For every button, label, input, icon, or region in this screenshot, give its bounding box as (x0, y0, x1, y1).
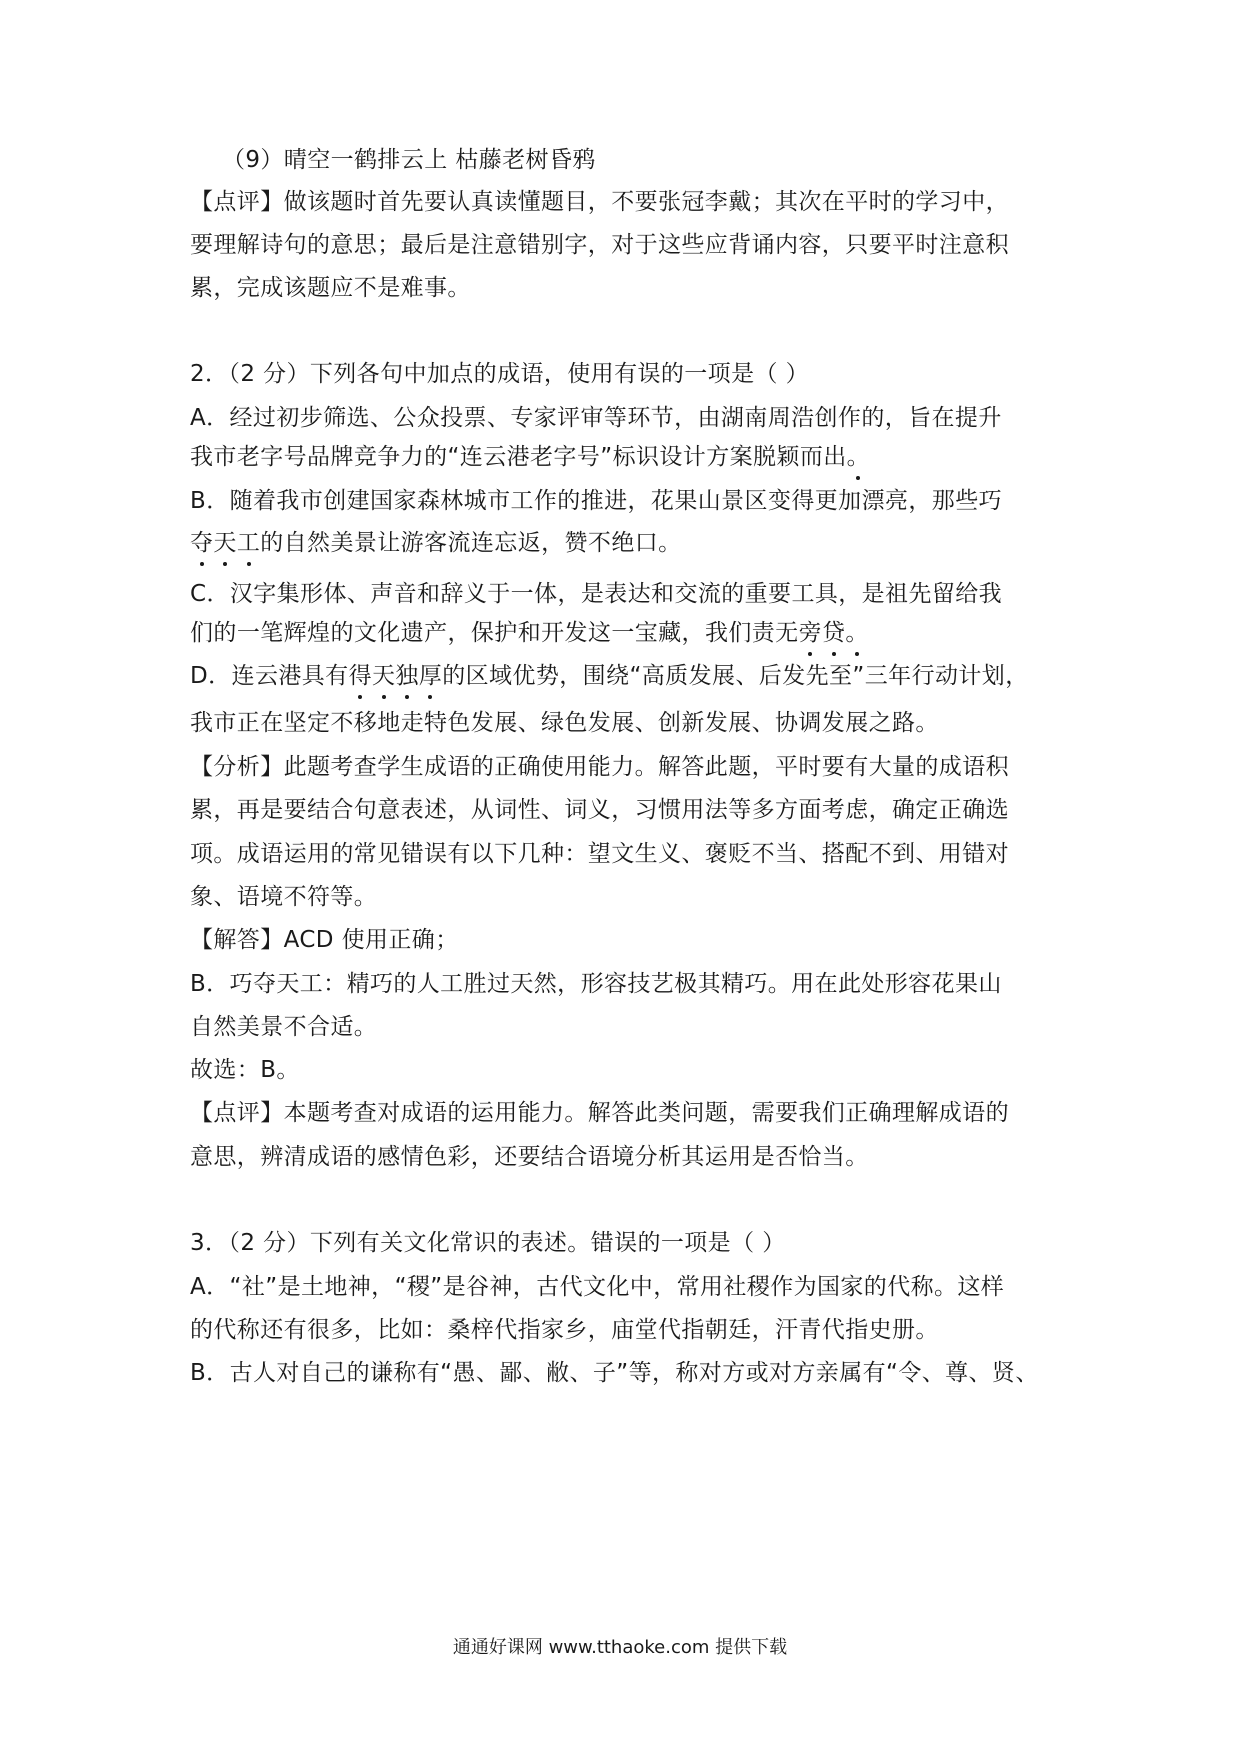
analysis-line: 象、语境不符等。 (190, 884, 378, 910)
option-a-line: A．“社”是土地神，“稷”是谷神，古代文化中，常用社稷作为国家的代称。这样 (190, 1274, 1005, 1300)
emphasis-dot-char: 。 (845, 616, 868, 650)
option-a-line: 的代称还有很多，比如：桑梓代指家乡，庙堂代指朝廷，汗青代指史册。 (190, 1317, 939, 1343)
option-b-line: B．古人对自己的谦称有“愚、鄙、敝、子”等，称对方或对方亲属有“令、尊、贤、 (190, 1360, 1039, 1386)
emphasis-dot-char: 得 (349, 659, 372, 693)
solution-line: 自然美景不合适。 (190, 1014, 378, 1040)
option-b-line: B．随着我市创建国家森林城市工作的推进，花果山景区变得更加漂亮，那些巧 (190, 488, 1002, 514)
emphasis-dot-char: 贷 (822, 616, 845, 650)
question-3-stem: 3．（2 分）下列有关文化常识的表述。错误的一项是（ ） (190, 1230, 786, 1256)
analysis-line: 【分析】此题考查学生成语的正确使用能力。解答此题，平时要有大量的成语积 (190, 754, 1009, 780)
emphasis-dot-char: 天 (372, 659, 395, 693)
option-d-line: D．连云港具有得天独厚的区域优势，围绕“高质发展、后发先至”三年行动计划， (190, 659, 1029, 693)
solution-line: 【解答】ACD 使用正确； (190, 927, 459, 953)
option-d-line: 我市正在坚定不移地走特色发展、绿色发展、创新发展、协调发展之路。 (190, 710, 939, 736)
emphasis-dot-char: 天 (213, 526, 236, 560)
page-footer: 通通好课网 www.tthaoke.com 提供下载 (452, 1637, 788, 1658)
option-c-line: 们的一笔辉煌的文化遗产，保护和开发这一宝藏，我们责无旁贷。 (190, 616, 869, 650)
comment-line: 【点评】做该题时首先要认真读懂题目，不要张冠李戴；其次在平时的学习中， (190, 189, 1009, 215)
option-a-line: A．经过初步筛选、公众投票、专家评审等环节，由湖南周浩创作的，旨在提升 (190, 405, 1002, 431)
comment-line: 【点评】本题考查对成语的运用能力。解答此类问题，需要我们正确理解成语的 (190, 1100, 1009, 1126)
emphasis-dot-char: 工 (237, 526, 260, 560)
comment-line: 累，完成该题应不是难事。 (190, 275, 471, 301)
answer-choice: 故选：B。 (190, 1057, 300, 1083)
option-a-line: 我市老字号品牌竞争力的“连云港老字号”标识设计方案脱颖而出。 (190, 440, 870, 474)
question-2-stem: 2．（2 分）下列各句中加点的成语，使用有误的一项是（ ） (190, 361, 809, 387)
analysis-line: 项。成语运用的常见错误有以下几种：望文生义、褒贬不当、搭配不到、用错对 (190, 841, 1009, 867)
comment-line: 要理解诗句的意思；最后是注意错别字，对于这些应背诵内容，只要平时注意积 (190, 232, 1009, 258)
analysis-line: 累，再是要结合句意表述，从词性、词义，习惯用法等多方面考虑，确定正确选 (190, 797, 1009, 823)
emphasis-dot-char: 厚 (419, 659, 442, 693)
option-b-line: 夺天工的自然美景让游客流连忘返，赞不绝口。 (190, 526, 682, 560)
emphasis-dot-char: 夺 (190, 526, 213, 560)
emphasis-dot-char: 独 (395, 659, 418, 693)
solution-line: B．巧夺天工：精巧的人工胜过天然，形容技艺极其精巧。用在此处形容花果山 (190, 971, 1002, 997)
answer-line-9: （9）晴空一鹤排云上 枯藤老树昏鸦 (222, 147, 596, 173)
option-c-line: C．汉字集形体、声音和辞义于一体，是表达和交流的重要工具，是祖先留给我 (190, 581, 1003, 607)
emphasis-dot-char: 旁 (799, 616, 822, 650)
comment-line: 意思，辨清成语的感情色彩，还要结合语境分析其运用是否恰当。 (190, 1144, 869, 1170)
emphasis-dot-char: 。 (847, 440, 870, 474)
